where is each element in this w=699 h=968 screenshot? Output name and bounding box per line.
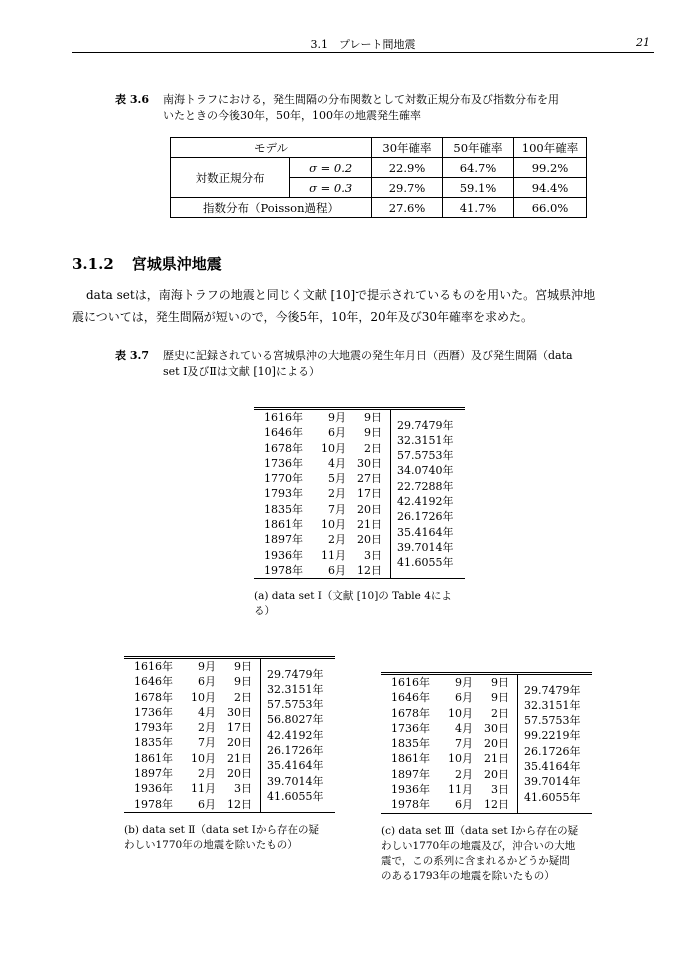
month-cell: 9月 [455, 676, 473, 689]
data-set-1-table [254, 407, 465, 579]
caption-line: (b) data set Ⅱ（data set Iから存在の疑 [124, 823, 319, 836]
month-cell: 6月 [455, 798, 473, 812]
day-cell: 2日 [364, 441, 382, 455]
month-cell: 9月 [198, 660, 216, 673]
caption-line: (a) data set I（文献 [10]の Table 4によ [254, 590, 452, 603]
year-cell: 1678年 [391, 706, 430, 720]
day-cell: 30日 [484, 721, 509, 735]
day-cell: 9日 [364, 426, 382, 440]
month-cell: 9月 [328, 411, 346, 424]
header-model: モデル [171, 138, 372, 158]
month-cell: 2月 [455, 767, 473, 781]
year-cell: 1835年 [264, 502, 303, 516]
interval-column [518, 674, 593, 814]
year-cell: 1897年 [264, 533, 303, 547]
year-cell: 1861年 [134, 751, 173, 765]
interval-cell: 39.7014年 [267, 774, 324, 788]
year-cell: 1736年 [264, 456, 303, 470]
day-cell: 20日 [484, 767, 509, 781]
year-cell: 1861年 [391, 752, 430, 766]
day-cell: 12日 [357, 563, 382, 577]
interval-column [391, 409, 466, 579]
cell: 64.7% [443, 158, 514, 178]
day-cell: 9日 [234, 675, 252, 689]
interval-column [261, 658, 336, 813]
interval-cell: 29.7479年 [524, 683, 581, 697]
data-set-2-table [124, 656, 335, 813]
day-cell: 9日 [234, 660, 252, 673]
year-cell: 1897年 [134, 767, 173, 781]
cell: 99.2% [514, 158, 587, 178]
day-cell: 20日 [227, 767, 252, 781]
interval-cell: 41.6055年 [267, 789, 324, 803]
month-cell: 11月 [191, 782, 216, 796]
interval-cell: 39.7014年 [397, 540, 454, 554]
interval-cell: 34.0740年 [397, 464, 454, 478]
interval-cell: 32.3151年 [267, 682, 324, 696]
month-cell: 7月 [198, 736, 216, 750]
caption-line: (c) data set Ⅲ（data set Iから存在の疑 [381, 824, 579, 837]
cell: 66.0% [514, 198, 587, 218]
body-paragraph [72, 284, 662, 328]
page-number: 21 [636, 36, 650, 49]
day-cell: 20日 [484, 737, 509, 751]
month-cell: 10月 [321, 441, 346, 455]
year-cell: 1770年 [264, 472, 303, 486]
cell: 27.6% [372, 198, 443, 218]
year-cell: 1616年 [391, 676, 430, 689]
interval-cell: 56.8027年 [267, 713, 324, 727]
month-cell: 6月 [198, 675, 216, 689]
paragraph-line: 震については，発生間隔が短いので，今後5年，10年，20年及び30年確率を求めた。 [72, 310, 533, 324]
data-set-3 [381, 672, 606, 884]
section-number: 3.1.2 [72, 255, 114, 273]
interval-cell: 57.5753年 [524, 714, 581, 728]
interval-cell: 35.4164年 [397, 525, 454, 539]
year-cell: 1616年 [134, 660, 173, 673]
interval-cell: 39.7014年 [524, 775, 581, 789]
interval-cell: 57.5753年 [267, 698, 324, 712]
table-label: 表 3.7 [115, 349, 149, 362]
interval-cell: 42.4192年 [267, 728, 324, 742]
year-cell: 1978年 [134, 797, 173, 811]
interval-cell: 29.7479年 [267, 667, 324, 681]
day-cell: 9日 [364, 411, 382, 424]
month-cell: 2月 [198, 767, 216, 781]
day-cell: 17日 [227, 721, 252, 735]
caption-line: 南海トラフにおける，発生間隔の分布関数として対数正規分布及び指数分布を用 [163, 93, 559, 106]
year-cell: 1736年 [391, 721, 430, 735]
interval-cell: 26.1726年 [524, 744, 581, 758]
month-cell: 2月 [328, 487, 346, 501]
month-cell: 7月 [328, 502, 346, 516]
day-cell: 20日 [357, 502, 382, 516]
interval-cell: 29.7479年 [397, 418, 454, 432]
day-cell: 21日 [227, 751, 252, 765]
section-heading [72, 253, 222, 274]
year-cell: 1678年 [264, 441, 303, 455]
caption-line: わしい1770年の地震及び，沖合いの大地 [381, 839, 576, 852]
month-cell: 11月 [321, 548, 346, 562]
interval-cell: 41.6055年 [524, 790, 581, 804]
caption-line: のある1793年の地震を除いたもの） [381, 869, 555, 882]
year-cell: 1646年 [134, 675, 173, 689]
interval-cell: 22.7288年 [397, 479, 454, 493]
day-cell: 30日 [357, 456, 382, 470]
month-cell: 4月 [455, 721, 473, 735]
day-cell: 27日 [357, 472, 382, 486]
header-50yr: 50年確率 [443, 138, 514, 158]
probability-table [170, 137, 587, 218]
header-section-title: 3.1 プレート間地震 [310, 38, 416, 51]
interval-cell: 42.4192年 [397, 495, 454, 509]
year-cell: 1936年 [391, 783, 430, 797]
subcaption-c [381, 824, 606, 884]
year-cell: 1897年 [391, 767, 430, 781]
table-3-6-caption [115, 92, 635, 126]
date-row [381, 674, 592, 691]
month-cell: 11月 [448, 783, 473, 797]
month-cell: 6月 [455, 691, 473, 705]
month-cell: 2月 [198, 721, 216, 735]
caption-line: いたときの今後30年，50年，100年の地震発生確率 [163, 109, 421, 122]
month-cell: 10月 [448, 706, 473, 720]
cell: 41.7% [443, 198, 514, 218]
sigma-0-2: σ = 0.2 [290, 158, 372, 178]
day-cell: 2日 [234, 690, 252, 704]
date-row [254, 409, 465, 426]
month-cell: 7月 [455, 737, 473, 751]
cell: 59.1% [443, 178, 514, 198]
interval-cell: 99.2219年 [524, 729, 581, 743]
interval-cell: 32.3151年 [397, 433, 454, 447]
month-cell: 10月 [321, 518, 346, 532]
interval-cell: 26.1726年 [267, 744, 324, 758]
data-set-3-table [381, 672, 592, 814]
year-cell: 1936年 [134, 782, 173, 796]
day-cell: 3日 [491, 783, 509, 797]
month-cell: 6月 [328, 426, 346, 440]
day-cell: 12日 [484, 798, 509, 812]
year-cell: 1978年 [264, 563, 303, 577]
data-set-2 [124, 656, 349, 853]
interval-cell: 26.1726年 [397, 510, 454, 524]
cell: 22.9% [372, 158, 443, 178]
month-cell: 10月 [448, 752, 473, 766]
data-set-1 [254, 407, 469, 619]
paragraph-line: data setは，南海トラフの地震と同じく文献 [10]で提示されているものを用いた。宮城県沖地 [86, 288, 596, 302]
year-cell: 1736年 [134, 705, 173, 719]
caption-line: わしい1770年の地震を除いたもの） [124, 838, 298, 851]
subcaption-a [254, 589, 469, 619]
month-cell: 10月 [191, 690, 216, 704]
day-cell: 21日 [357, 518, 382, 532]
month-cell: 5月 [328, 472, 346, 486]
caption-line: 歴史に記録されている宮城県沖の大地震の発生年月日（西暦）及び発生間隔（data [163, 349, 573, 362]
interval-cell: 57.5753年 [397, 449, 454, 463]
day-cell: 9日 [491, 691, 509, 705]
sigma-0-3: σ = 0.3 [290, 178, 372, 198]
year-cell: 1936年 [264, 548, 303, 562]
model-lognormal: 対数正規分布 [171, 158, 290, 198]
year-cell: 1793年 [264, 487, 303, 501]
table-3-7-caption [115, 348, 635, 382]
month-cell: 2月 [328, 533, 346, 547]
day-cell: 20日 [357, 533, 382, 547]
month-cell: 6月 [328, 563, 346, 577]
interval-cell: 32.3151年 [524, 698, 581, 712]
header-30yr: 30年確率 [372, 138, 443, 158]
caption-line: 震で，この系列に含まれるかどうか疑問 [381, 854, 570, 867]
running-header [72, 36, 654, 53]
year-cell: 1835年 [391, 737, 430, 751]
year-cell: 1861年 [264, 518, 303, 532]
model-exponential: 指数分布（Poisson過程） [171, 198, 372, 218]
year-cell: 1646年 [264, 426, 303, 440]
caption-line: set I及びⅡは文献 [10]による） [163, 365, 320, 378]
cell: 94.4% [514, 178, 587, 198]
subcaption-b [124, 823, 349, 853]
month-cell: 6月 [198, 797, 216, 811]
year-cell: 1793年 [134, 721, 173, 735]
day-cell: 9日 [491, 676, 509, 689]
year-cell: 1678年 [134, 690, 173, 704]
caption-line: る） [254, 605, 275, 618]
date-row [124, 658, 335, 675]
day-cell: 21日 [484, 752, 509, 766]
month-cell: 4月 [328, 456, 346, 470]
interval-cell: 35.4164年 [524, 760, 581, 774]
day-cell: 2日 [491, 706, 509, 720]
day-cell: 12日 [227, 797, 252, 811]
month-cell: 10月 [191, 751, 216, 765]
day-cell: 20日 [227, 736, 252, 750]
month-cell: 4月 [198, 705, 216, 719]
header-100yr: 100年確率 [514, 138, 587, 158]
table-label: 表 3.6 [115, 93, 149, 106]
day-cell: 17日 [357, 487, 382, 501]
cell: 29.7% [372, 178, 443, 198]
interval-cell: 41.6055年 [397, 556, 454, 570]
year-cell: 1835年 [134, 736, 173, 750]
section-title: 宮城県沖地震 [131, 255, 222, 273]
year-cell: 1616年 [264, 411, 303, 424]
day-cell: 3日 [234, 782, 252, 796]
day-cell: 3日 [364, 548, 382, 562]
day-cell: 30日 [227, 705, 252, 719]
interval-cell: 35.4164年 [267, 759, 324, 773]
year-cell: 1978年 [391, 798, 430, 812]
year-cell: 1646年 [391, 691, 430, 705]
